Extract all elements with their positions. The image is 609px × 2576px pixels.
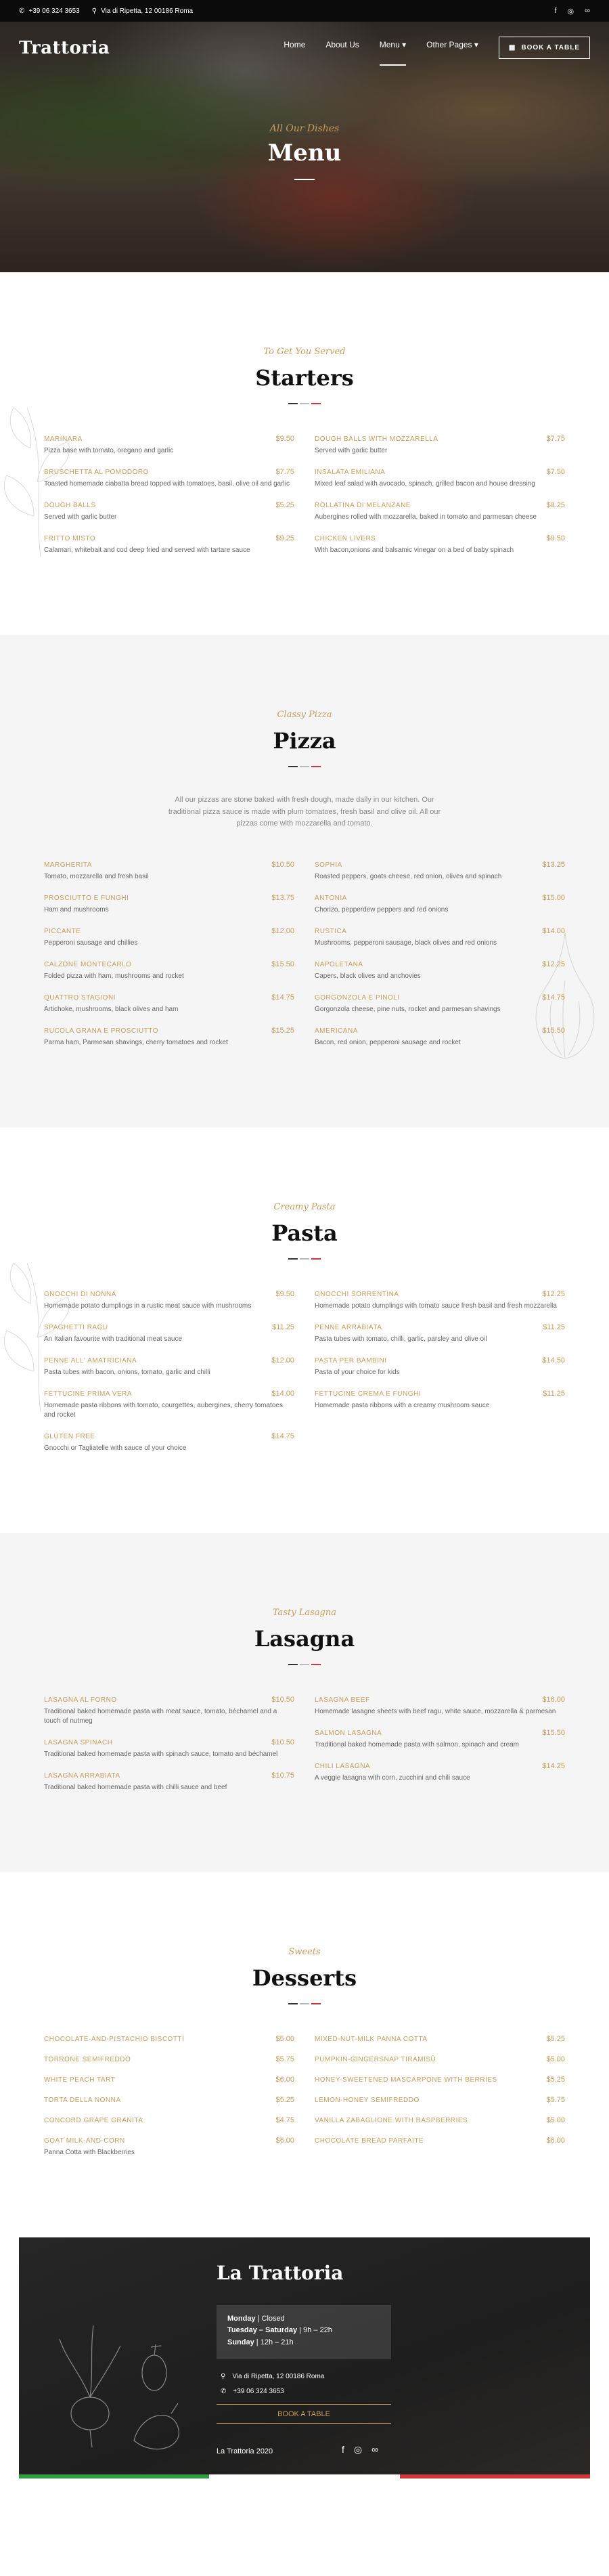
chevron-down-icon: ▾ xyxy=(402,39,407,49)
menu-section-starters xyxy=(0,272,609,635)
menu-item-description: Mushrooms, pepperoni sausage, black olives and red onions xyxy=(315,939,497,947)
menu-item-name: VANILLA ZABAGLIONE WITH RASPBERRIES xyxy=(315,2116,468,2124)
menu-item-description: Homemade potato dumplings with tomato sauce fresh basil and fresh mozzarella xyxy=(315,1302,557,1310)
menu-item xyxy=(315,2076,565,2084)
section-divider xyxy=(44,1258,565,1260)
menu-item-price: $10.50 xyxy=(271,1738,294,1746)
menu-column-left xyxy=(44,1696,294,1805)
location-pin-icon: ⚲ xyxy=(91,7,97,15)
menu-item-description: Tomato, mozzarella and fresh basil xyxy=(44,872,149,880)
menu-item xyxy=(315,1290,565,1311)
menu-item-name: AMERICANA xyxy=(315,1027,358,1035)
menu-item-name: SPAGHETTI RAGU xyxy=(44,1323,108,1331)
menu-item-description: Traditional baked homemade pasta with salmon, spinach and cream xyxy=(315,1740,520,1748)
menu-item xyxy=(315,1390,565,1411)
hours-row: Monday | Closed xyxy=(227,2314,285,2323)
menu-item-name: PENNE ARRABIATA xyxy=(315,1323,382,1331)
menu-item xyxy=(44,1356,294,1377)
menu-column-left xyxy=(44,2035,294,2170)
menu-item-price: $4.75 xyxy=(275,2116,294,2124)
menu-item-name: PICCANTE xyxy=(44,927,81,935)
menu-item-price: $12.00 xyxy=(271,1356,294,1365)
menu-item-price: $14.50 xyxy=(542,1356,565,1365)
menu-item xyxy=(315,1729,565,1750)
menu-item-name: LASAGNA BEEF xyxy=(315,1696,370,1704)
nav-menu xyxy=(284,37,590,59)
menu-item-price: $5.00 xyxy=(546,2055,565,2063)
menu-item-price: $14.75 xyxy=(271,1432,294,1440)
menu-item-description: Artichoke, mushrooms, black olives and ham xyxy=(44,1005,179,1013)
menu-item-price: $13.75 xyxy=(271,893,294,902)
menu-item xyxy=(44,1772,294,1793)
hero-banner xyxy=(0,22,609,272)
menu-item-description: Traditional baked homemade pasta with meat sauce, tomato, béchamel and a touch of nutmeg xyxy=(44,1707,277,1725)
menu-item-price: $15.50 xyxy=(542,1026,565,1035)
menu-column-left xyxy=(44,435,294,567)
menu-item-name: PUMPKIN-GINGERSNAP TIRAMISÙ xyxy=(315,2055,436,2063)
menu-item xyxy=(315,2055,565,2063)
menu-item-price: $15.50 xyxy=(542,1728,565,1737)
menu-item-name: SALMON LASAGNA xyxy=(315,1729,382,1737)
menu-item-name: WHITE PEACH TART xyxy=(44,2076,116,2084)
menu-item-price: $11.25 xyxy=(543,1389,565,1398)
menu-item xyxy=(44,2055,294,2063)
menu-item xyxy=(315,1762,565,1783)
menu-item-description: Folded pizza with ham, mushrooms and rocket xyxy=(44,972,184,980)
menu-section-lasagna xyxy=(0,1533,609,1872)
menu-item-name: TORRONE SEMIFREDDO xyxy=(44,2055,131,2063)
menu-item-name: RUCOLA GRANA E PROSCIUTTO xyxy=(44,1027,159,1035)
menu-item-name: DOUGH BALLS xyxy=(44,502,96,509)
menu-item-price: $9.50 xyxy=(275,1289,294,1298)
menu-item xyxy=(44,960,294,981)
menu-section-pasta xyxy=(0,1128,609,1533)
menu-item xyxy=(44,927,294,948)
facebook-icon[interactable]: f xyxy=(342,2443,344,2455)
footer-phone[interactable]: ✆ +39 06 324 3653 xyxy=(221,2387,284,2395)
menu-item-name: MARINARA xyxy=(44,435,83,443)
menu-column-right xyxy=(315,2035,565,2170)
menu-item-price: $7.75 xyxy=(275,468,294,476)
menu-item-description: Homemade potato dumplings in a rustic meat sauce with mushrooms xyxy=(44,1302,252,1310)
menu-item-name: MIXED-NUT-MILK PANNA COTTA xyxy=(315,2035,428,2043)
section-divider xyxy=(44,403,565,404)
menu-item xyxy=(44,435,294,456)
address-text: Via di Ripetta, 12 00186 Roma xyxy=(101,7,194,15)
instagram-icon[interactable]: ◎ xyxy=(567,7,574,16)
menu-item-name: MARGHERITA xyxy=(44,861,92,869)
menu-item-description: Pizza base with tomato, oregano and garlic xyxy=(44,447,174,454)
menu-item-description: Gorgonzola cheese, pine nuts, rocket and parmesan shavings xyxy=(315,1005,501,1013)
menu-item-description: Homemade pasta ribbons with tomato, courgettes, aubergines, cherry tomatoes and rocket xyxy=(44,1401,283,1419)
menu-item xyxy=(315,2096,565,2104)
menu-item-price: $5.75 xyxy=(546,2095,565,2104)
menu-item-name: PASTA PER BAMBINI xyxy=(315,1356,387,1365)
section-title: Lasagna xyxy=(254,1625,355,1652)
menu-column-left xyxy=(44,861,294,1060)
menu-item-description: Pepperoni sausage and chillies xyxy=(44,939,138,947)
section-subtitle: Sweets xyxy=(288,1946,321,1957)
menu-item-name: CONCORD GRAPE GRANITA xyxy=(44,2116,143,2124)
menu-item xyxy=(315,2035,565,2043)
section-divider xyxy=(44,766,565,767)
menu-item xyxy=(315,960,565,981)
menu-item-name: CHICKEN LIVERS xyxy=(315,535,376,542)
menu-section-pizza xyxy=(0,635,609,1128)
menu-item xyxy=(315,861,565,882)
menu-item-description: Roasted peppers, goats cheese, red onion, olives and spinach xyxy=(315,872,502,880)
menu-item-price: $10.50 xyxy=(271,860,294,869)
menu-item xyxy=(315,2116,565,2124)
menu-item-name: HONEY-SWEETENED MASCARPONE WITH BERRIES xyxy=(315,2076,497,2084)
menu-item-price: $12.25 xyxy=(542,960,565,968)
footer-title: La Trattoria xyxy=(217,2261,344,2284)
menu-item-description: Chorizo, pepperdew peppers and red onions xyxy=(315,905,449,914)
phone-icon: ✆ xyxy=(19,7,25,15)
menu-item-name: TORTA DELLA NONNA xyxy=(44,2096,121,2104)
menu-item-description: Bacon, red onion, pepperoni sausage and rocket xyxy=(315,1038,461,1046)
section-intro: All our pizzas are stone baked with fresh dough, made daily in our kitchen. Our traditional pizza sauce is made with plum tomatoes, fresh basil and olive oil. All our pizzas come with mozzarella and tomato. xyxy=(168,796,441,828)
vegetables-sketch-icon xyxy=(53,2312,188,2461)
main-navigation xyxy=(0,22,609,59)
menu-item-description: Served with garlic butter xyxy=(44,513,117,521)
nav-menu-dropdown[interactable]: Menu ▾ xyxy=(380,40,406,56)
menu-item-name: NAPOLETANA xyxy=(315,960,363,968)
menu-item-price: $5.25 xyxy=(546,2034,565,2043)
menu-item xyxy=(315,993,565,1014)
tripadvisor-icon[interactable]: ∞ xyxy=(585,6,590,15)
menu-item xyxy=(44,501,294,522)
menu-item xyxy=(44,1323,294,1344)
menu-item-price: $9.50 xyxy=(275,435,294,443)
menu-item-price: $5.25 xyxy=(275,501,294,509)
menu-item-price: $12.25 xyxy=(542,1289,565,1298)
menu-item-price: $15.50 xyxy=(271,960,294,968)
book-table-label: BOOK A TABLE xyxy=(521,44,580,51)
menu-item-name: FETTUCINE CREMA E FUNGHI xyxy=(315,1390,422,1398)
menu-item-price: $5.00 xyxy=(546,2116,565,2124)
menu-item-price: $6.00 xyxy=(546,2136,565,2145)
section-subtitle: Tasty Lasagna xyxy=(272,1607,337,1618)
menu-item-name: LASAGNA ARRABIATA xyxy=(44,1772,120,1780)
menu-item-description: Parma ham, Parmesan shavings, cherry tomatoes and rocket xyxy=(44,1038,228,1046)
section-subtitle: Creamy Pasta xyxy=(273,1201,336,1212)
menu-item-price: $9.50 xyxy=(546,534,565,542)
menu-item-name: CALZONE MONTECARLO xyxy=(44,960,132,968)
menu-item-price: $15.00 xyxy=(542,893,565,902)
menu-item-name: DOUGH BALLS WITH MOZZARELLA xyxy=(315,435,438,443)
menu-item xyxy=(315,2137,565,2145)
section-title: Pasta xyxy=(271,1220,338,1246)
menu-item-name: SOPHIA xyxy=(315,861,342,869)
menu-item-price: $14.00 xyxy=(271,1389,294,1398)
section-divider xyxy=(44,1664,565,1665)
menu-item-description: Homemade lasagne sheets with beef ragu, white sauce, mozzarella & parmesan xyxy=(315,1707,556,1715)
menu-item-name: LASAGNA AL FORNO xyxy=(44,1696,117,1704)
menu-item-price: $15.25 xyxy=(271,1026,294,1035)
menu-item-price: $16.00 xyxy=(542,1695,565,1704)
phone-icon: ✆ xyxy=(221,2387,227,2395)
copyright-text: La Trattoria 2020 xyxy=(217,2447,273,2455)
menu-item xyxy=(44,1432,294,1453)
menu-item-name: RUSTICA xyxy=(315,927,347,935)
menu-item-description: Served with garlic butter xyxy=(315,447,388,454)
menu-item xyxy=(44,468,294,489)
menu-item-description: Pasta of your choice for kids xyxy=(315,1368,400,1376)
menu-item-name: ROLLATINA DI MELANZANE xyxy=(315,502,411,509)
menu-item-price: $11.25 xyxy=(272,1323,294,1331)
menu-item xyxy=(315,435,565,456)
menu-item-price: $11.25 xyxy=(543,1323,565,1331)
menu-item-name: GOAT MILK-AND-CORN xyxy=(44,2137,125,2145)
menu-item xyxy=(44,1290,294,1311)
menu-item-description: An Italian favourite with traditional meat sauce xyxy=(44,1335,182,1343)
menu-item-price: $6.00 xyxy=(275,2136,294,2145)
menu-item-name: INSALATA EMILIANA xyxy=(315,469,386,476)
menu-item xyxy=(44,2137,294,2158)
menu-section-desserts xyxy=(0,1872,609,2237)
opening-hours xyxy=(217,2305,391,2359)
menu-item-description: Calamari, whitebait and cod deep fried and served with tartare sauce xyxy=(44,546,250,554)
menu-item xyxy=(315,1696,565,1717)
menu-item-description: A veggie lasagna with corn, zucchini and chili sauce xyxy=(315,1774,470,1782)
menu-item-name: CHOCOLATE BREAD PARFAITE xyxy=(315,2137,424,2145)
facebook-icon[interactable]: f xyxy=(554,6,557,15)
italian-flag-strip xyxy=(19,2474,590,2478)
menu-item-description: Gnocchi or Tagliatelle with sauce of your choice xyxy=(44,1444,187,1452)
menu-item-name: FRITTO MISTO xyxy=(44,535,96,542)
menu-item xyxy=(44,2076,294,2084)
footer-address: ⚲ Via di Ripetta, 12 00186 Roma xyxy=(221,2372,325,2380)
menu-item-description: Traditional baked homemade pasta with spinach sauce, tomato and béchamel xyxy=(44,1750,278,1758)
menu-item-price: $14.75 xyxy=(542,993,565,1002)
nav-about-us[interactable]: About Us xyxy=(325,39,359,49)
menu-item xyxy=(44,1738,294,1759)
section-divider xyxy=(44,2003,565,2004)
menu-item-price: $14.25 xyxy=(542,1761,565,1770)
menu-item-price: $7.75 xyxy=(546,435,565,443)
menu-item-description: Ham and mushrooms xyxy=(44,905,109,914)
section-title: Pizza xyxy=(273,728,336,754)
menu-item xyxy=(315,468,565,489)
menu-item-price: $5.00 xyxy=(275,2034,294,2043)
instagram-icon[interactable]: ◎ xyxy=(353,2443,363,2455)
menu-item-name: BRUSCHETTA AL POMODORO xyxy=(44,469,149,476)
menu-item-name: CHOCOLATE-AND-PISTACHIO BISCOTTI xyxy=(44,2035,185,2043)
menu-item-description: Panna Cotta with Blackberries xyxy=(44,2148,135,2156)
menu-item xyxy=(315,1027,565,1048)
menu-item xyxy=(44,534,294,555)
menu-item xyxy=(44,894,294,915)
menu-item-name: QUATTRO STAGIONI xyxy=(44,993,116,1002)
hero-subtitle: All Our Dishes xyxy=(269,123,340,134)
nav-home[interactable]: Home xyxy=(284,39,306,49)
menu-item-description: Mixed leaf salad with avocado, spinach, grilled bacon and house dressing xyxy=(315,480,535,488)
menu-item-description: Pasta tubes with tomato, chilli, garlic, parsley and olive oil xyxy=(315,1335,487,1343)
menu-item-description: Aubergines rolled with mozzarella, baked in tomato and parmesan cheese xyxy=(315,513,537,521)
menu-item-name: PENNE ALL' AMATRICIANA xyxy=(44,1356,137,1365)
menu-column-right xyxy=(315,1290,565,1465)
menu-item-price: $10.50 xyxy=(271,1695,294,1704)
site-logo[interactable]: Trattoria xyxy=(19,37,110,58)
menu-column-right xyxy=(315,435,565,567)
menu-item xyxy=(44,2035,294,2043)
menu-item xyxy=(315,1356,565,1377)
menu-item-name: GNOCCHI DI NONNA xyxy=(44,1290,116,1298)
menu-item-price: $6.00 xyxy=(275,2075,294,2084)
menu-column-right xyxy=(315,1696,565,1805)
menu-item xyxy=(44,861,294,882)
menu-item-price: $12.00 xyxy=(271,926,294,935)
menu-item-name: CHILI LASAGNA xyxy=(315,1762,371,1770)
menu-item-price: $5.25 xyxy=(275,2095,294,2104)
menu-item-price: $14.75 xyxy=(271,993,294,1002)
menu-item-description: Toasted homemade ciabatta bread topped with tomatoes, basil, olive oil and garlic xyxy=(44,480,290,488)
menu-item-name: LEMON-HONEY SEMIFREDDO xyxy=(315,2096,420,2104)
menu-item xyxy=(315,501,565,522)
menu-item xyxy=(315,534,565,555)
menu-item xyxy=(44,1027,294,1048)
menu-item-description: Homemade pasta ribbons with a creamy mushroom sauce xyxy=(315,1401,490,1409)
menu-item xyxy=(44,2096,294,2104)
section-subtitle: Classy Pizza xyxy=(277,710,332,720)
menu-item-price: $8.25 xyxy=(546,501,565,509)
menu-item-price: $13.25 xyxy=(542,860,565,869)
menu-item-description: Traditional baked homemade pasta with chilli sauce and beef xyxy=(44,1783,227,1791)
menu-item xyxy=(315,927,565,948)
hours-row: Tuesday – Saturday | 9h – 22h xyxy=(227,2326,332,2335)
menu-item-price: $5.25 xyxy=(546,2075,565,2084)
menu-column-right xyxy=(315,861,565,1060)
menu-item-name: ANTONIA xyxy=(315,894,347,902)
menu-item-name: GNOCCHI SORRENTINA xyxy=(315,1290,399,1298)
address-contact xyxy=(92,7,193,15)
phone-contact[interactable] xyxy=(19,7,80,15)
menu-item xyxy=(315,894,565,915)
footer-divider xyxy=(217,2423,391,2424)
location-pin-icon: ⚲ xyxy=(221,2372,226,2380)
menu-item-price: $9.25 xyxy=(275,534,294,542)
menu-item-price: $7.50 xyxy=(546,468,565,476)
tripadvisor-icon[interactable]: ∞ xyxy=(371,2443,379,2455)
footer-card xyxy=(19,2237,590,2474)
top-bar xyxy=(0,0,609,22)
section-title: Starters xyxy=(255,365,354,391)
menu-item-description: With bacon,onions and balsamic vinegar on a bed of baby spinach xyxy=(315,546,514,554)
menu-item-price: $10.75 xyxy=(271,1771,294,1780)
menu-item-price: $5.75 xyxy=(275,2055,294,2063)
menu-item-price: $14.00 xyxy=(542,926,565,935)
menu-item-name: GLUTEN FREE xyxy=(44,1432,95,1440)
menu-item xyxy=(44,1696,294,1726)
footer-book-table-link[interactable]: BOOK A TABLE xyxy=(277,2409,330,2418)
section-title: Desserts xyxy=(252,1965,357,1991)
nav-other-pages-dropdown[interactable]: Other Pages ▾ xyxy=(426,39,478,49)
menu-item-name: FETTUCINE PRIMA VERA xyxy=(44,1390,133,1398)
book-table-button[interactable] xyxy=(499,37,590,59)
chevron-down-icon: ▾ xyxy=(474,39,478,49)
footer-divider xyxy=(217,2404,391,2405)
menu-item-name: LASAGNA SPINACH xyxy=(44,1738,113,1746)
menu-item xyxy=(44,993,294,1014)
menu-item xyxy=(315,1323,565,1344)
menu-item-description: Pasta tubes with bacon, onions, tomato, garlic and chilli xyxy=(44,1368,210,1376)
page-title: Menu xyxy=(267,139,342,167)
menu-item xyxy=(44,2116,294,2124)
section-subtitle: To Get You Served xyxy=(263,347,346,357)
menu-item-description: Capers, black olives and anchovies xyxy=(315,972,421,980)
menu-column-left xyxy=(44,1290,294,1465)
hours-row: Sunday | 12h – 21h xyxy=(227,2338,294,2346)
menu-item-name: PROSCIUTTO E FUNGHI xyxy=(44,894,129,902)
hero-divider xyxy=(294,179,315,180)
calendar-icon: ▦ xyxy=(508,44,516,51)
menu-item xyxy=(44,1390,294,1420)
menu-item-name: GORGONZOLA E PINOLI xyxy=(315,993,400,1002)
phone-text: +39 06 324 3653 xyxy=(28,7,80,15)
